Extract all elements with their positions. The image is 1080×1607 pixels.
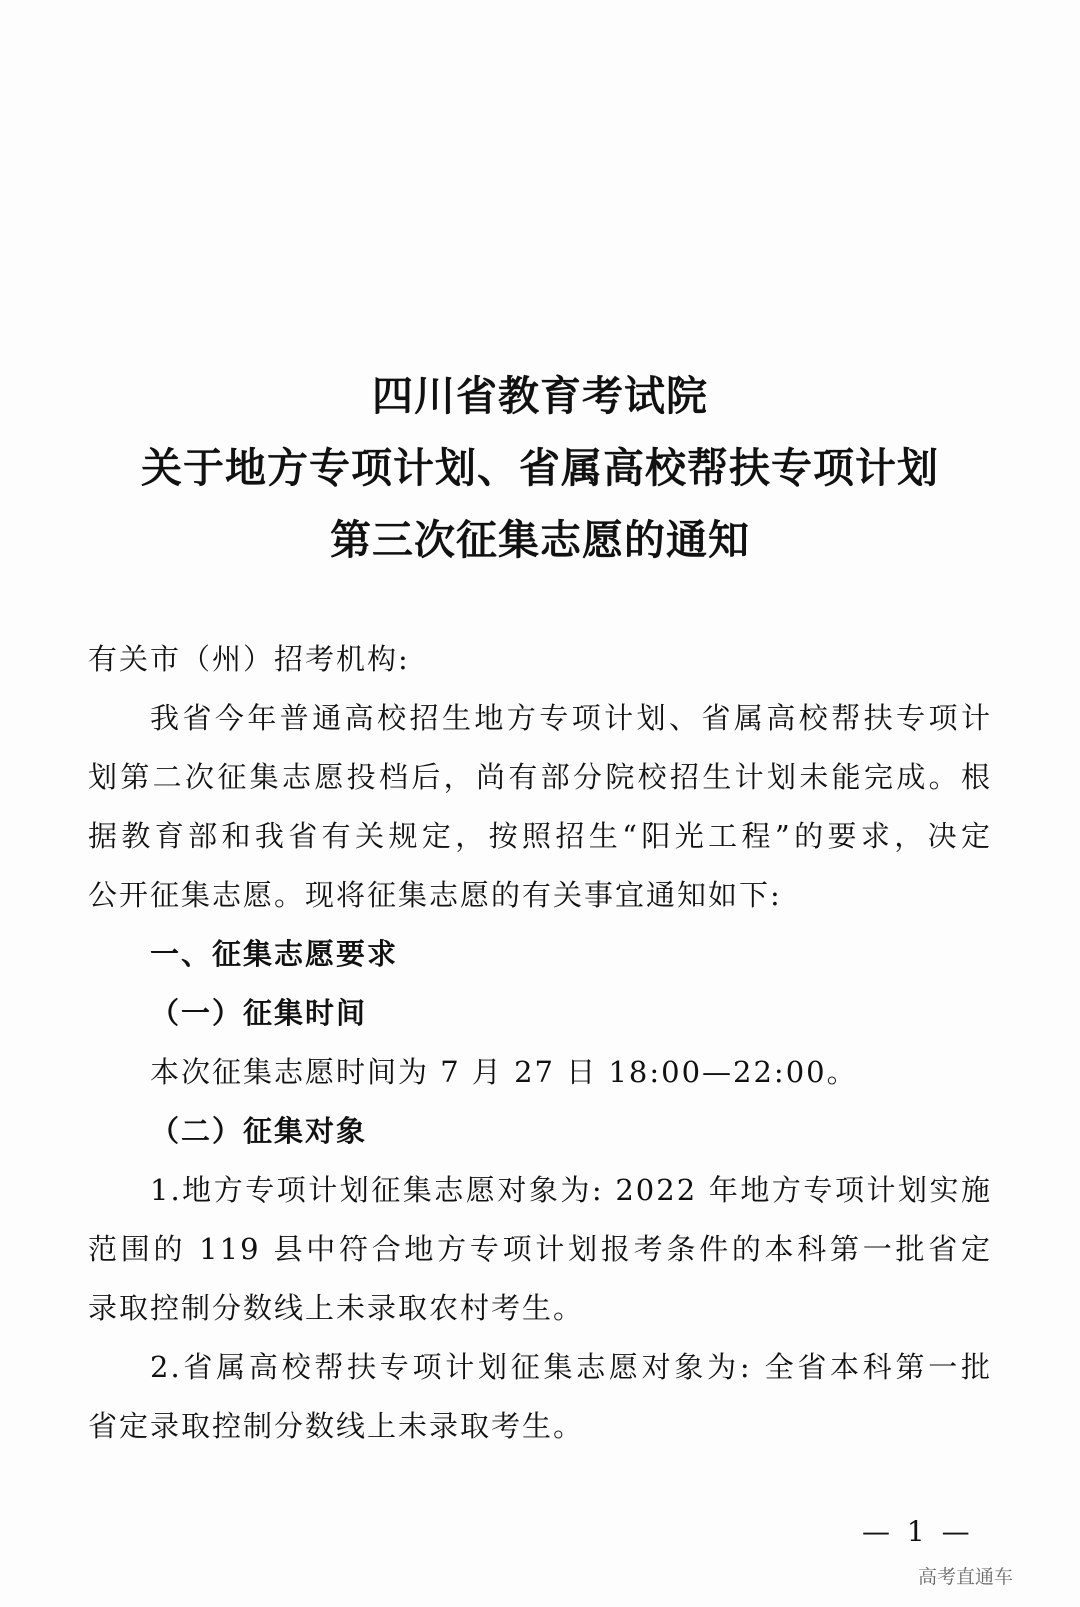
document-title — [0, 360, 1080, 576]
time-text: 本次征集志愿时间为 7 月 27 日 18:00—22:00。 — [150, 1055, 858, 1089]
paragraph-1-line-4: 公开征集志愿。现将征集志愿的有关事宜通知如下: — [88, 878, 782, 912]
watermark: 高考直通车 — [918, 1566, 1014, 1588]
document-body — [88, 630, 992, 1456]
subsection-heading-target: （二）征集对象 — [150, 1114, 368, 1148]
section-heading-1: 一、征集志愿要求 — [150, 937, 399, 971]
paragraph-1-line-3: 据教育部和我省有关规定，按照招生“阳光工程”的要求，决定 — [88, 819, 992, 853]
item-1-line-2: 范围的 119 县中符合地方专项计划报考条件的本科第一批省定 — [88, 1232, 992, 1266]
paragraph-1-line-2: 划第二次征集志愿投档后，尚有部分院校招生计划未能完成。根 — [88, 760, 992, 794]
title-line-2: 关于地方专项计划、省属高校帮扶专项计划 — [141, 444, 939, 492]
item-1-line-1: 1.地方专项计划征集志愿对象为: 2022 年地方专项计划实施 — [150, 1173, 992, 1207]
item-2-line-2: 省定录取控制分数线上未录取考生。 — [88, 1409, 585, 1443]
paragraph-1-line-1: 我省今年普通高校招生地方专项计划、省属高校帮扶专项计 — [150, 701, 992, 735]
subsection-heading-time: （一）征集时间 — [150, 996, 368, 1030]
salutation: 有关市（州）招考机构: — [88, 642, 410, 676]
item-1-line-3: 录取控制分数线上未录取农村考生。 — [88, 1291, 585, 1325]
item-2-line-1: 2.省属高校帮扶专项计划征集志愿对象为: 全省本科第一批 — [150, 1350, 992, 1384]
title-line-3: 第三次征集志愿的通知 — [330, 516, 750, 564]
title-line-1: 四川省教育考试院 — [372, 372, 708, 420]
page-number: — 1 — — [862, 1515, 974, 1548]
